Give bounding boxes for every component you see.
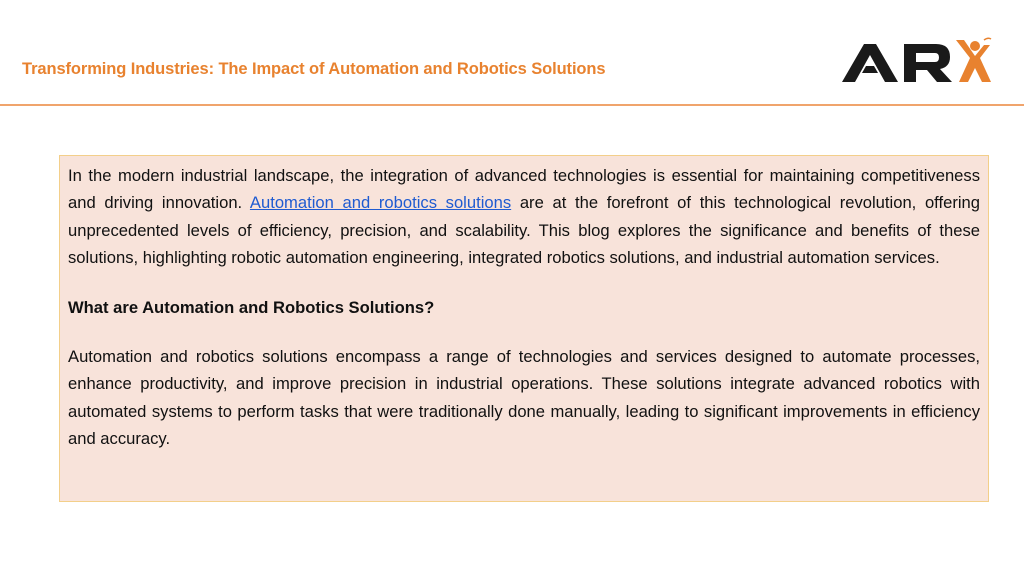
slide-title: Transforming Industries: The Impact of Automation and Robotics Solutions [22, 60, 606, 78]
intro-text-end: are at the forefront of this technological revolution, offering unprecedented levels of efficiency, precision, and scalability. This blog explores the significance and benefits of these solutions, highlighting robotic automation engineering, integrated robotics solutions, and industrial automation services. [68, 193, 980, 267]
arx-logo [838, 36, 994, 88]
definition-paragraph: Automation and robotics solutions encompass a range of technologies and services designed to automate processes, enhance productivity, and improve precision in industrial operations. These solutions integrate advanced robotics with automated systems to perform tasks that were traditionally done manually, leading to significant improvements in efficiency and accuracy. [68, 347, 980, 449]
slide-header [0, 0, 1024, 106]
section-heading: What are Automation and Robotics Solutions? [68, 298, 435, 318]
arx-logo-graphic [838, 36, 994, 88]
intro-paragraph [68, 162, 980, 271]
content-box [59, 155, 989, 502]
intro-text-start: In the modern industrial landscape, the integration of advanced technologies is essential for maintaining competitiveness and driving innovation. [68, 166, 980, 213]
automation-solutions-link[interactable]: Automation and robotics solutions [249, 193, 512, 213]
